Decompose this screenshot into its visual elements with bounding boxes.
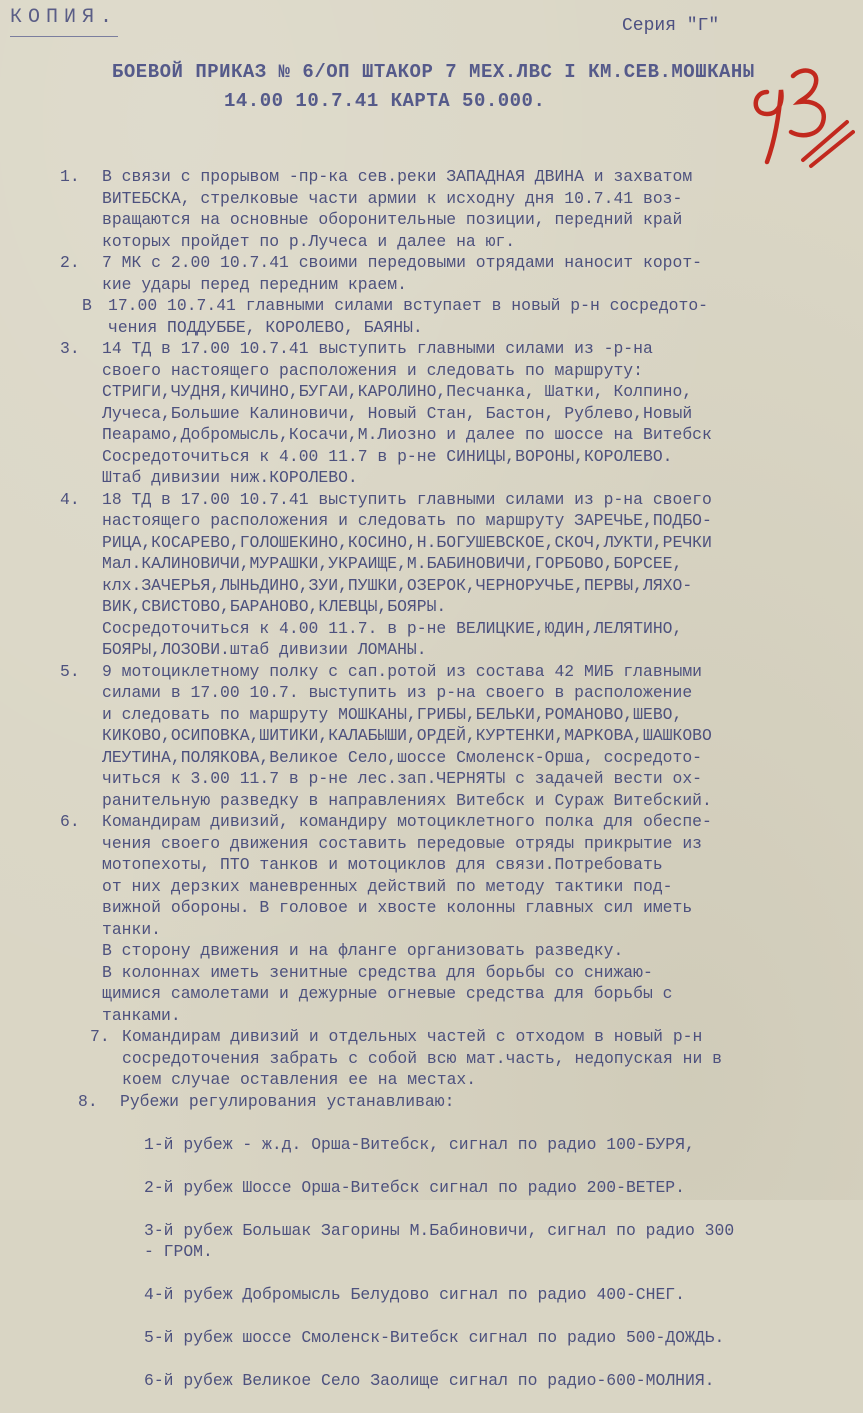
order-title-line1: БОЕВОЙ ПРИКАЗ № 6/ОП ШТАКОР 7 МЕХ.ЛВС I КМ.СЕВ.МОШКАНЫ xyxy=(112,61,755,83)
paragraph-2-continued xyxy=(60,295,860,338)
order-title xyxy=(112,58,812,116)
paragraph-text: 9 мотоциклетному полку с сап.ротой из состава 42 МИБ главными силами в 17.00 10.7. выступить из р-на своего в расположение и следовать по маршруту МОШКАНЫ,ГРИБЫ,БЕЛЬКИ,РОМАНОВО,ШЕВО, КИКОВО,ОСИПОВКА,ШИТИКИ,КАЛАБЫШИ,ОРДЕЙ,КУРТЕНКИ,МАРКОВА,ШАШКОВО ЛЕУТИНА,ПОЛЯКОВА,Великое Село,шоссе Смоленск-Орша, сосредото- читься к 3.00 11.7 в р-не лес.зап.ЧЕРНЯТЫ с задачей вести ох- ранительную разведку в направлениях Витебск и Сураж Витебский. xyxy=(102,661,712,810)
boundary-line: 3-й рубеж Большак Загорины М.Бабиновичи, сигнал по радио 300 - ГРОМ. xyxy=(144,1220,735,1261)
paragraph-6 xyxy=(60,811,860,1026)
paragraph-number: 1. xyxy=(60,167,80,186)
paragraph-3 xyxy=(60,338,860,489)
paragraph-text: Рубежи регулирования устанавливаю: xyxy=(120,1091,455,1111)
paragraph-text: 14 ТД в 17.00 10.7.41 выступить главными силами из -р-на своего настоящего расположения и следовать по маршруту: СТРИГИ,ЧУДНЯ,КИЧИНО,БУГАИ,КАРОЛИНО,Песчанка, Шатки, Колпино, Лучеса,Большие Калиновичи, Новый Стан, Бастон, Рублево,Новый Пеарамо,Добромысль,Косачи,М.Лиозно и далее по шоссе на Витебск Сосредоточиться к 4.00 11.7 в р-не СИНИЦЫ,ВОРОНЫ,КОРОЛЕВО. Штаб дивизии ниж.КОРОЛЕВО. xyxy=(102,339,712,487)
order-body xyxy=(60,166,860,1413)
paragraph-text: Командирам дивизий и отдельных частей с отходом в новый р-н сосредоточения забрать с собой всю мат.часть, недопуская ни в коем случае оставления ее на местах. xyxy=(122,1027,722,1089)
boundary-line: 1-й рубеж - ж.д. Орша-Витебск, сигнал по радио 100-БУРЯ, xyxy=(144,1134,695,1154)
boundary-line: 2-й рубеж Шоссе Орша-Витебск сигнал по радио 200-ВЕТЕР. xyxy=(144,1177,685,1197)
paragraph-number: 6. xyxy=(60,812,80,831)
copy-stamp-text: КОПИЯ. xyxy=(10,6,119,29)
copy-stamp xyxy=(10,6,118,29)
paragraph-number: 7. xyxy=(90,1027,110,1046)
paragraph-number: В xyxy=(82,296,92,315)
boundary-line: 4-й рубеж Добромысль Белудово сигнал по радио 400-СНЕГ. xyxy=(144,1285,685,1304)
copy-stamp-underline xyxy=(10,36,118,37)
paragraph-number: 8. xyxy=(78,1091,98,1111)
paragraph-text: Командирам дивизий, командиру мотоциклетного полка для обеспе- чения своего движения составить передовые отряды прикрытие из мотопехоты, ПТО танков и мотоциклов для связи.Потребовать от них дерзких маневренных действий по методу тактики под- вижной обороны. В головое и хвосте колонны главных сил иметь танки. В сторону движения и на фланге организовать разведку. В колоннах иметь зенитные средства для борьбы со снижаю- щимися самолетами и дежурные огневые средства для борьбы с танками. xyxy=(102,812,712,1025)
handwritten-page-number xyxy=(745,62,855,172)
boundary-line: 6-й рубеж Великое Село Заолище сигнал по радио-600-МОЛНИЯ. xyxy=(144,1371,715,1390)
paragraph-8 xyxy=(60,1091,860,1113)
boundary-line: 5-й рубеж шоссе Смоленск-Витебск сигнал по радио 500-ДОЖДЬ. xyxy=(144,1328,725,1347)
paragraph-4 xyxy=(60,489,860,661)
regulation-boundaries-list xyxy=(144,1112,860,1413)
paragraph-text: 18 ТД в 17.00 10.7.41 выступить главными силами из р-на своего настоящего расположения и следовать по маршруту ЗАРЕЧЬЕ,ПОДБО- РИЦА,КОСАРЕВО,ГОЛОШЕКИНО,КОСИНО,Н.БОГУШЕВСКОЕ,СКОЧ,ЛУКТИ,РЕЧКИ Мал.КАЛИНОВИЧИ,МУРАШКИ,УКРАИЩЕ,М.БАБИНОВИЧИ,ГОРБОВО,БОРСЕЕ, клх.ЗАЧЕРЬЯ,ЛЫНЬДИНО,ЗУИ,ПУШКИ,ОЗЕРОК,ЧЕРНОРУЧЬЕ,ПЕРВЫ,ЛЯХО- ВИК,СВИСТОВО,БАРАНОВО,КЛЕВЦЫ,БОЯРЫ. Сосредоточиться к 4.00 11.7. в р-не ВЕЛИЦКИЕ,ЮДИН,ЛЕЛЯТИНО, БОЯРЫ,ЛОЗОВИ.штаб дивизии ЛОМАНЫ. xyxy=(102,489,712,659)
paragraph-number: 2. xyxy=(60,253,80,272)
order-title-line2: 14.00 10.7.41 КАРТА 50.000. xyxy=(224,90,546,112)
paragraph-text: В связи с прорывом -пр-ка сев.реки ЗАПАДНАЯ ДВИНА и захватом ВИТЕБСКА, стрелковые части армии к исходну дня 10.7.41 воз- вращаются на основные оборонительные позиции, передний край которых пройдет по р.Лучеса и далее на юг. xyxy=(102,167,693,251)
paragraph-number: 5. xyxy=(60,661,80,681)
paragraph-text: 17.00 10.7.41 главными силами вступает в новый р-н сосредото- чения ПОДДУББЕ, КОРОЛЕВО, БАЯНЫ. xyxy=(108,296,708,337)
paragraph-5 xyxy=(60,661,860,812)
paragraph-2 xyxy=(60,252,860,295)
paragraph-text: 7 МК с 2.00 10.7.41 своими передовыми отрядами наносит корот- кие удары перед передним краем. xyxy=(102,253,702,294)
paragraph-number: 3. xyxy=(60,339,80,358)
paragraph-1 xyxy=(60,166,860,252)
paragraph-7 xyxy=(60,1026,860,1091)
series-label: Серия "Г" xyxy=(622,16,720,36)
paragraph-number: 4. xyxy=(60,489,80,509)
